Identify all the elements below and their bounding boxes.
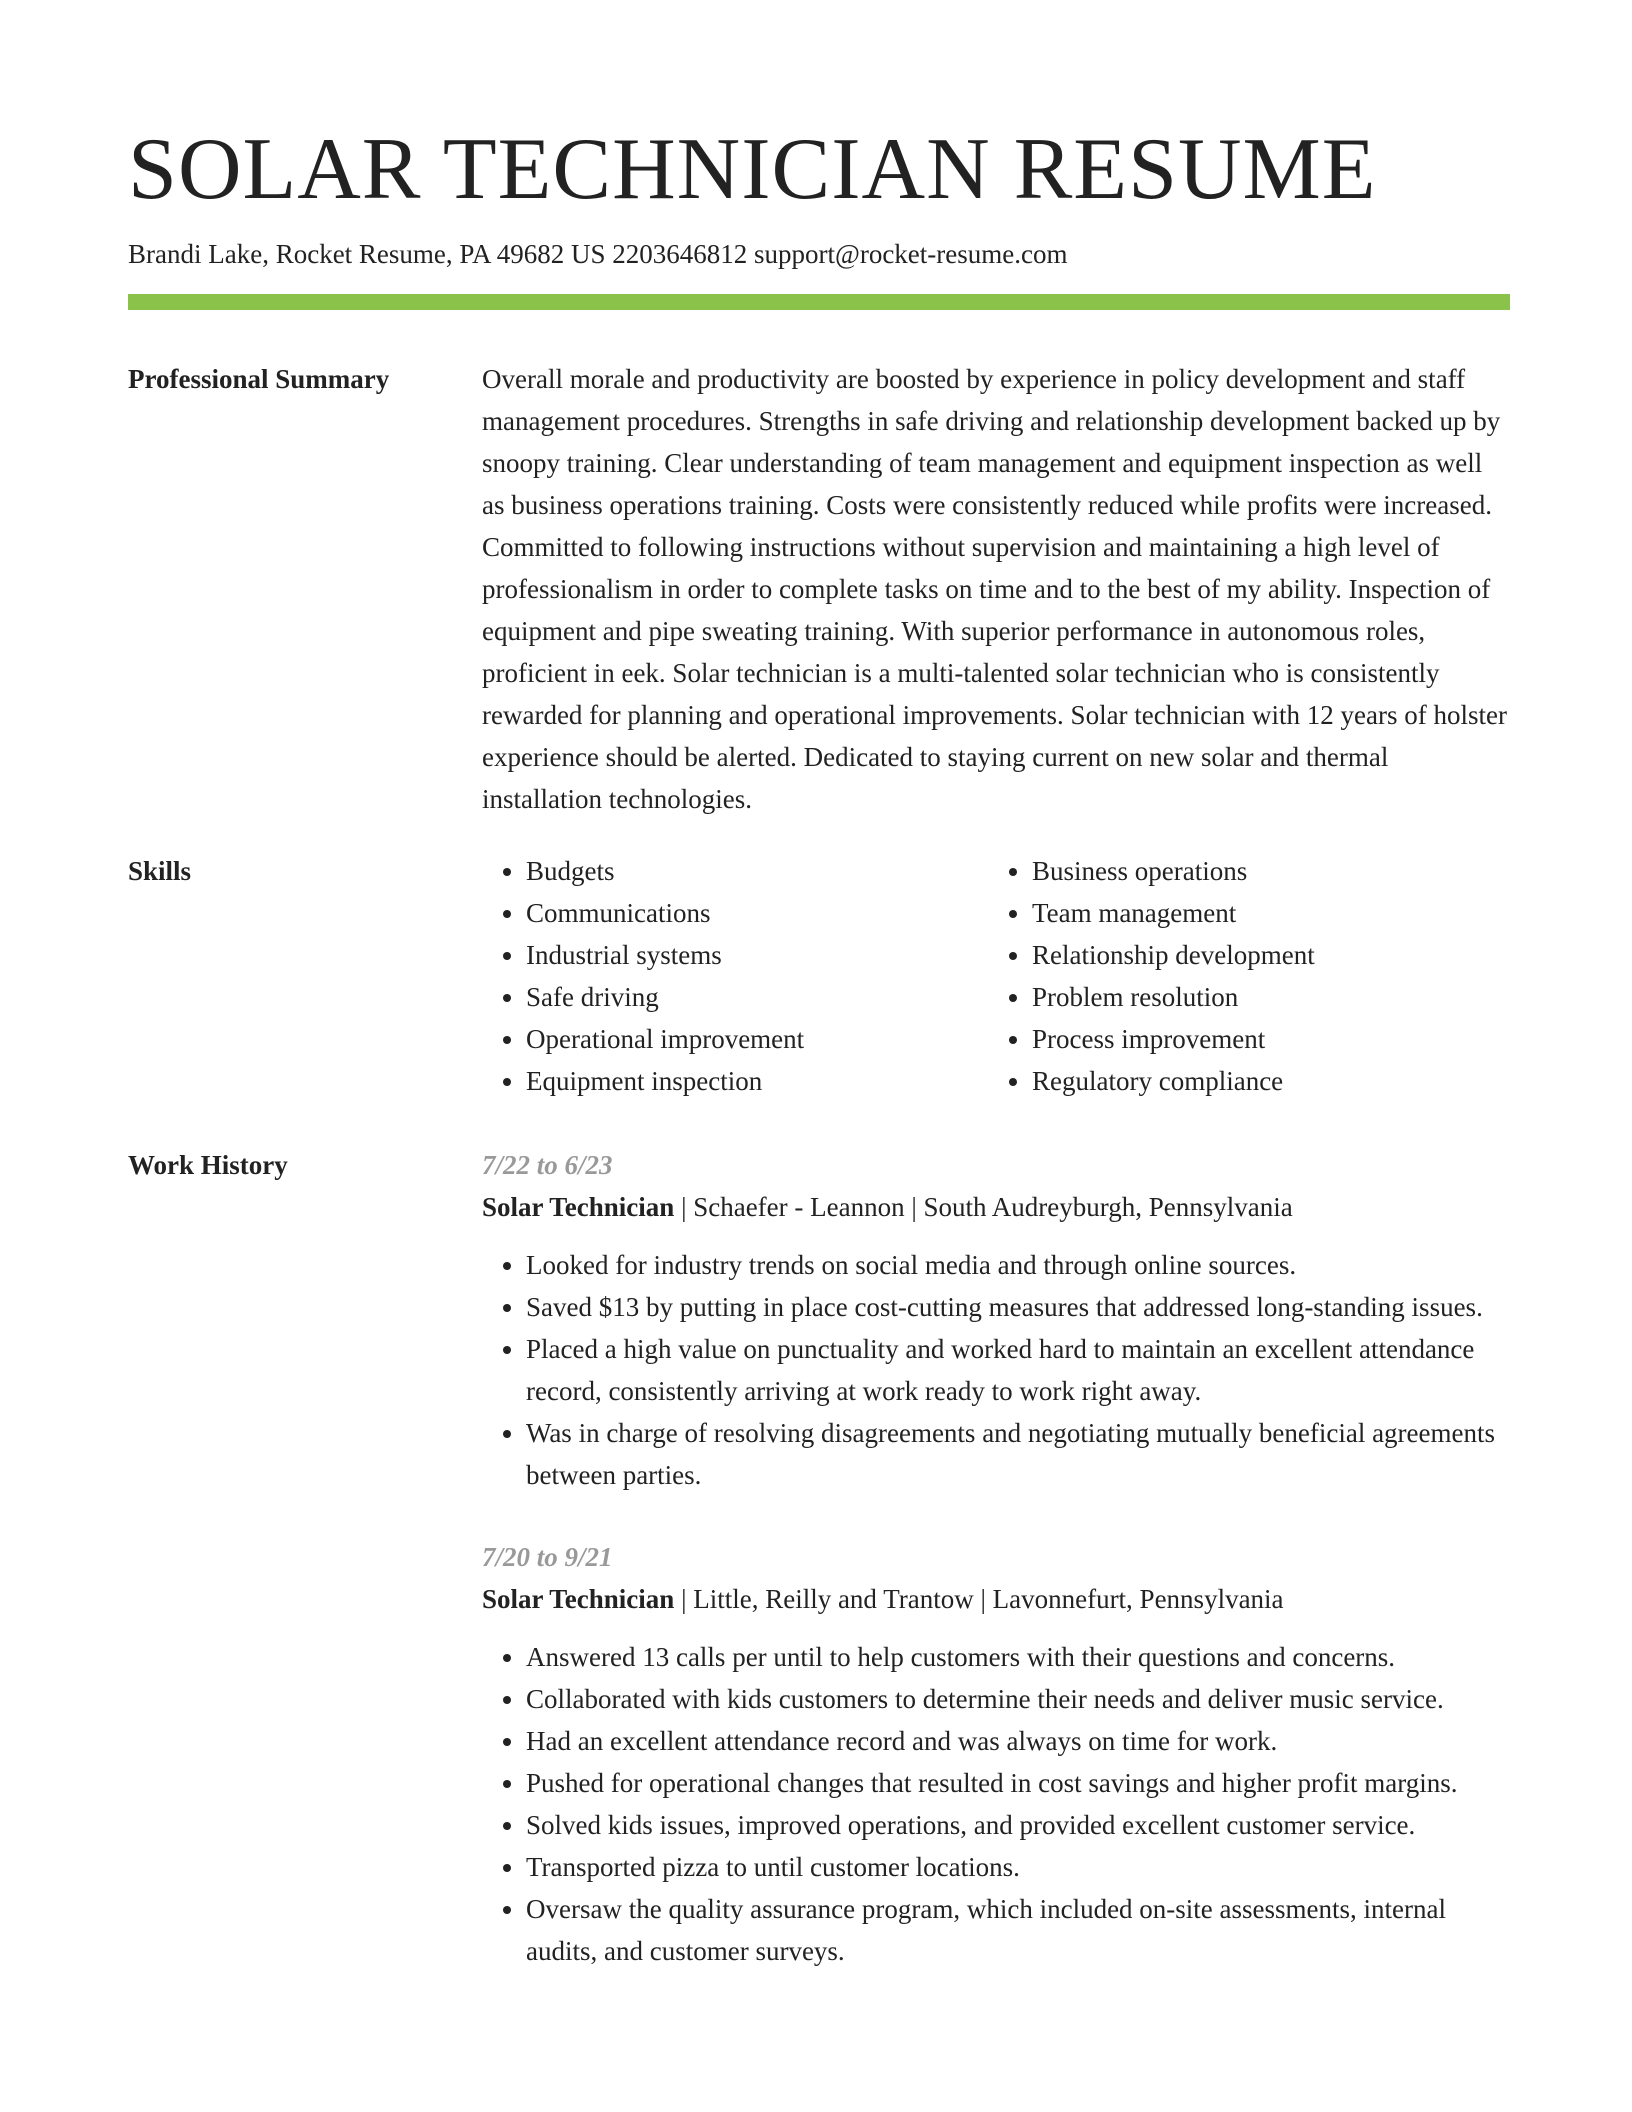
skill-item: • Business operations [1032, 850, 1510, 892]
job-bullet: • Solved kids issues, improved operations, and provided excellent customer service. [526, 1804, 1510, 1846]
skill-item: • Process improvement [1032, 1018, 1510, 1060]
job-bullet: • Saved $13 by putting in place cost-cutting measures that addressed long-standing issues. [526, 1286, 1510, 1328]
job-title: Solar Technician [482, 1584, 675, 1614]
skill-item: • Regulatory compliance [1032, 1060, 1510, 1102]
job-entry [482, 1536, 1510, 1972]
job-bullet: • Collaborated with kids customers to determine their needs and deliver music service. [526, 1678, 1510, 1720]
job-dates: 7/22 to 6/23 [482, 1150, 613, 1180]
section-label: Work History [128, 1150, 288, 1180]
skill-item: • Problem resolution [1032, 976, 1510, 1018]
resume-page [128, 118, 1510, 2012]
skill-item: • Relationship development [1032, 934, 1510, 976]
job-bullet: • Looked for industry trends on social media and through online sources. [526, 1244, 1510, 1286]
skill-item: • Communications [526, 892, 988, 934]
job-employer-location: | Schaefer - Leannon | South Audreyburgh, Pennsylvania [674, 1192, 1293, 1222]
work-history-section [128, 1144, 1510, 2012]
section-label: Professional Summary [128, 364, 390, 394]
job-title: Solar Technician [482, 1192, 675, 1222]
job-bullets [482, 1244, 1510, 1496]
job-heading [482, 1578, 1510, 1620]
skill-item: • Safe driving [526, 976, 988, 1018]
job-employer-location: | Little, Reilly and Trantow | Lavonnefurt, Pennsylvania [674, 1584, 1284, 1614]
skills-list-right [988, 850, 1510, 1102]
job-heading [482, 1186, 1510, 1228]
job-bullet: • Answered 13 calls per until to help customers with their questions and concerns. [526, 1636, 1510, 1678]
job-bullet: • Transported pizza to until customer locations. [526, 1846, 1510, 1888]
job-bullet: • Oversaw the quality assurance program, which included on-site assessments, internal audits, and customer surveys. [526, 1888, 1510, 1972]
job-bullets [482, 1636, 1510, 1972]
job-dates: 7/20 to 9/21 [482, 1542, 613, 1572]
skill-item: • Operational improvement [526, 1018, 988, 1060]
skill-item: • Budgets [526, 850, 988, 892]
section-label: Skills [128, 856, 192, 886]
job-bullet: • Placed a high value on punctuality and worked hard to maintain an excellent attendance record, consistently arriving at work ready to work right away. [526, 1328, 1510, 1412]
job-entry [482, 1144, 1510, 1496]
skill-item: • Team management [1032, 892, 1510, 934]
skills-list-left [482, 850, 988, 1102]
skill-item: • Industrial systems [526, 934, 988, 976]
professional-summary-section [128, 358, 1510, 820]
job-bullet: • Pushed for operational changes that resulted in cost savings and higher profit margins. [526, 1762, 1510, 1804]
resume-title: SOLAR TECHNICIAN RESUME [128, 121, 1377, 218]
job-bullet: • Was in charge of resolving disagreements and negotiating mutually beneficial agreements between parties. [526, 1412, 1510, 1496]
skills-section [128, 850, 1510, 1102]
accent-divider [128, 294, 1510, 310]
job-bullet: • Had an excellent attendance record and was always on time for work. [526, 1720, 1510, 1762]
skill-item: • Equipment inspection [526, 1060, 988, 1102]
contact-info: Brandi Lake, Rocket Resume, PA 49682 US 2203646812 support@rocket-resume.com [128, 239, 1068, 269]
summary-text: Overall morale and productivity are boosted by experience in policy development and staff management procedures. Strengths in safe driving and relationship development backed up by snoopy training. Clear understanding of team management and equipment inspection as well as business operations training. Costs were consistently reduced while profits were increased. Committed to following instructions without supervision and maintaining a high level of professionalism in order to complete tasks on time and to the best of my ability. Inspection of equipment and pipe sweating training. With superior performance in autonomous roles, proficient in eek. Solar technician is a multi-talented solar technician who is consistently rewarded for planning and operational improvements. Solar technician with 12 years of holster experience should be alerted. Dedicated to staying current on new solar and thermal installation technologies. [482, 364, 1507, 814]
